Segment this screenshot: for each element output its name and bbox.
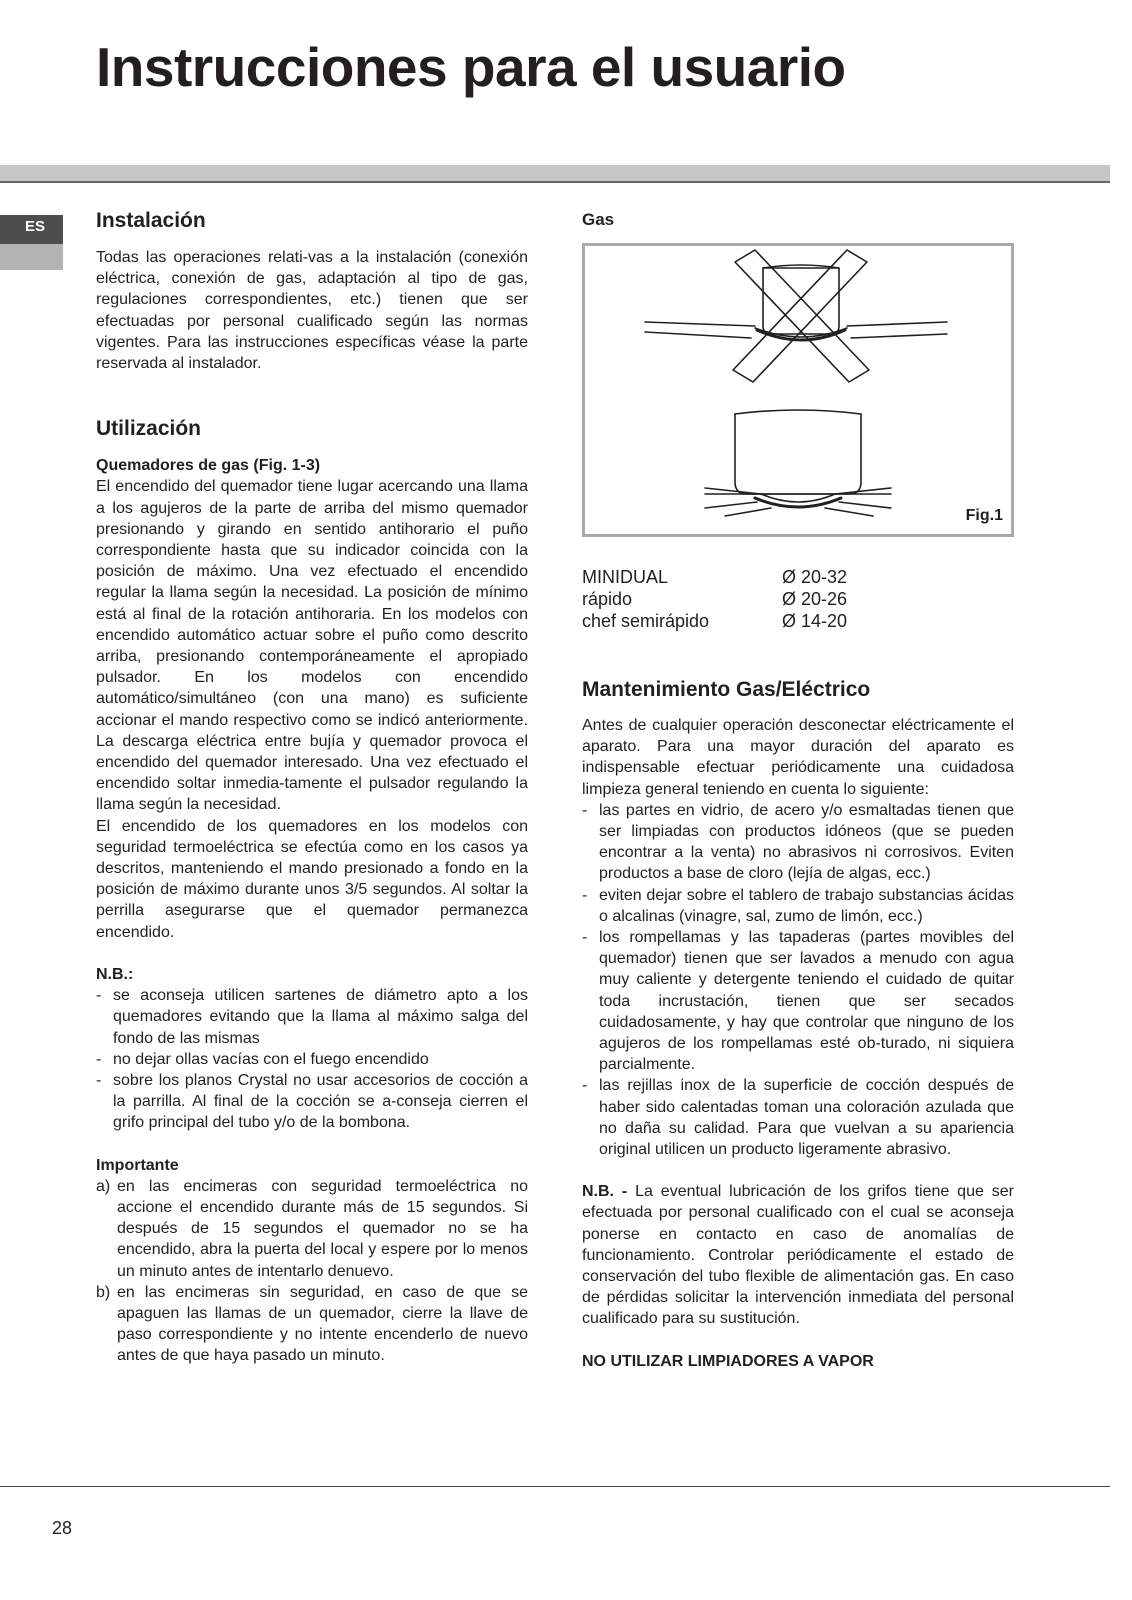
installation-body: Todas las operaciones relati-vas a la instalación (conexión eléctrica, conexión de gas, adaptación al tipo de gas, regulaciones correspondientes, etc.) tienen que ser efectuadas por personal cualificado según las normas vigentes. Para las instrucciones específicas véase la parte reservada al instalador. — [96, 249, 528, 373]
usage-body-2: El encendido de los quemadores en los modelos con seguridad termoeléctrica se efectúa como en los casos ya descritos, manteniendo el mando presionado a fondo en la posición de máximo durante unos 3/5 segundos. Al soltar la perrilla asegurarse que el quemador permanezca encendido. — [96, 817, 528, 941]
maintenance-nb — [582, 1181, 1014, 1329]
list-item: - eviten dejar sobre el tablero de trabajo substancias ácidas o alcalinas (vinagre, sal, zumo de limón, ecc.) — [582, 885, 1014, 927]
language-tab: ES — [0, 215, 63, 244]
left-column — [96, 207, 528, 1367]
maintenance-list — [582, 800, 1014, 1160]
burner-diameter: Ø 14-20 — [782, 611, 848, 631]
table-row — [582, 588, 847, 610]
right-column — [582, 207, 1014, 1372]
steam-cleaner-warning: NO UTILIZAR LIMPIADORES A VAPOR — [582, 1352, 874, 1370]
header-bar — [0, 165, 1110, 181]
list-item: - sobre los planos Crystal no usar accesorios de cocción a la parrilla. Al final de la cocción se a-conseja cierren el grifo principal del tubo y/o de la bombona. — [96, 1070, 528, 1134]
footer-divider — [0, 1486, 1110, 1487]
burner-diameter: Ø 20-32 — [782, 567, 848, 587]
burner-diameter-table — [582, 566, 847, 632]
usage-heading: Utilización — [96, 417, 202, 441]
nb-text: La eventual lubricación de los grifos tiene que ser efectuada por personal cualificado con el cual se aconseja ponerse en contacto en caso de anomalías de funcionamiento. Controlar periódicamente el estado de conservación del tubo flexible de alimentación gas. En caso de pérdidas solicitar la intervención inmediata del personal cualificado para su sustitución. — [582, 1183, 1014, 1328]
pan-burner-illustration — [585, 246, 1011, 534]
page-title: Instrucciones para el usuario — [96, 36, 846, 98]
burner-name: chef semirápido — [582, 611, 710, 631]
nb-label: N.B. - — [582, 1183, 628, 1201]
installation-heading: Instalación — [96, 209, 206, 232]
figure-label: Fig.1 — [965, 506, 1003, 524]
header-divider — [0, 181, 1110, 183]
burner-name: rápido — [582, 589, 633, 609]
important-heading: Importante — [96, 1156, 179, 1174]
usage-body-1: El encendido del quemador tiene lugar acercando una llama a los agujeros de la parte de arriba del mismo quemador presionando y girando en sentido antihorario el puño correspondiente hasta que su indicador coincida con la posición de máximo. Una vez efectuado el encendido regular la llama según la necesidad. La posición de mínimo está al final de la rotación antihoraria. En los modelos con encendido automático actuar sobre el puño como descrito arriba, presionando contemporáneamente el apropiado pulsador. En los modelos con encendido automático/simultáneo (con una mano) es suficiente accionar el mando respectivo como se indicó anteriormente. La descarga eléctrica entre bujía y quemador provoca el encendido del quemador interesado. Una vez efectuado el encendido soltar inmedia-tamente el pulsador regulando la llama según la necesidad. — [96, 478, 528, 814]
pan-diameter-figure — [582, 243, 1014, 537]
list-item-text: en las encimeras con seguridad termoeléctrica no accione el encendido durante más de 15 segundos. Si después de 15 segundos el quemador no se ha encendido, abra la puerta del local y espere por lo menos un minuto antes de intentarlo denuevo. — [117, 1177, 528, 1280]
list-item-text: en las encimeras sin seguridad, en caso de que se apaguen las llamas de un quemador, cierre la llave de paso correspondiente y no intente encenderlo de nuevo antes de que haya pasado un minuto. — [117, 1283, 528, 1365]
gas-heading: Gas — [582, 210, 615, 229]
burner-name: MINIDUAL — [582, 567, 669, 587]
list-item: - se aconseja utilicen sartenes de diámetro apto a los quemadores evitando que la llama al máximo salga del fondo de las mismas — [96, 985, 528, 1049]
list-item: - no dejar ollas vacías con el fuego encendido — [96, 1049, 528, 1070]
table-row — [582, 610, 847, 632]
nb-heading: N.B.: — [96, 965, 134, 983]
maintenance-heading: Mantenimiento Gas/Eléctrico — [582, 678, 871, 701]
list-item: - los rompellamas y las tapaderas (partes movibles del quemador) tienen que ser lavados a menudo con agua muy caliente y detergente teniendo el cuidado de quitar toda incrustación, tienen que ser secados cuidadosamente, y hay que controlar que ninguno de los agujeros de los rompellamas esté ob-turado, ni siquiera parcialmente. — [582, 927, 1014, 1075]
maintenance-intro: Antes de cualquier operación desconectar eléctricamente el aparato. Para una mayor duración del aparato es indispensable efectuar periódicamente una cuidadosa limpieza general teniendo en cuenta lo siguiente: — [582, 717, 1014, 798]
correct-pan-drawing — [705, 410, 891, 516]
list-item — [96, 1176, 528, 1282]
list-item — [96, 1282, 528, 1367]
table-row — [582, 566, 847, 588]
incorrect-pan-drawing — [645, 250, 947, 382]
list-item: - las partes en vidrio, de acero y/o esmaltadas tienen que ser limpiadas con productos idóneos (que se pueden encontrar a la venta) no abrasivos ni corrosivos. Eviten productos a base de cloro (lejía de algas, ecc.) — [582, 800, 1014, 885]
gas-burners-subheading: Quemadores de gas (Fig. 1-3) — [96, 457, 321, 475]
page-number: 28 — [52, 1518, 73, 1538]
nb-list — [96, 985, 528, 1133]
list-marker: b) — [96, 1283, 111, 1301]
burner-diameter: Ø 20-26 — [782, 589, 848, 609]
list-item: - las rejillas inox de la superficie de cocción después de haber sido calentadas toman una coloración azulada que no daña su calidad. Para que vuelvan a su apariencia original utilicen un producto ligeramente abrasivo. — [582, 1075, 1014, 1160]
list-marker: a) — [96, 1177, 111, 1195]
language-tab-strip — [0, 244, 63, 270]
important-list — [96, 1176, 528, 1367]
